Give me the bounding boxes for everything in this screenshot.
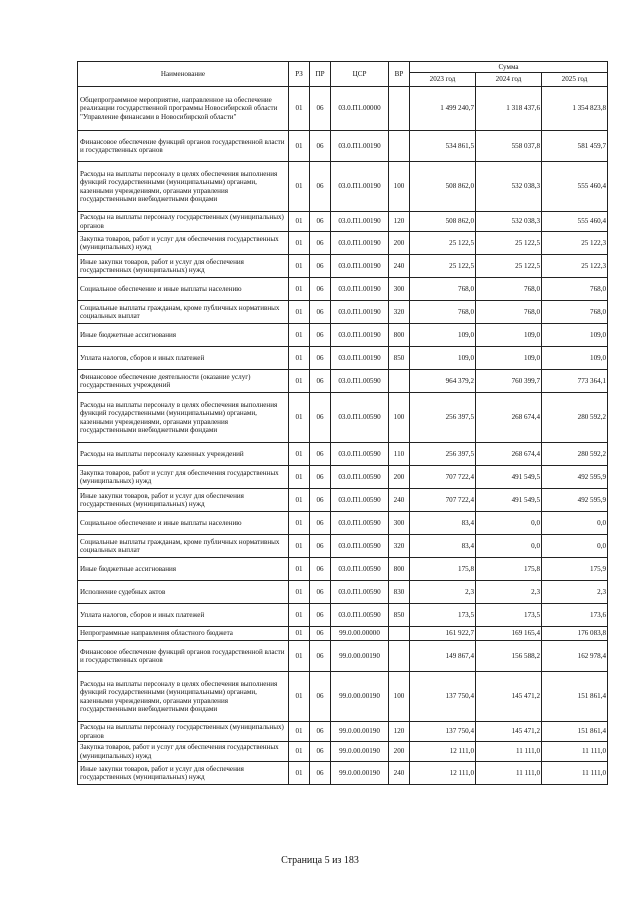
- row-rz: 01: [289, 87, 310, 131]
- table-header: [78, 62, 608, 87]
- row-vr: [389, 370, 410, 393]
- row-rz: 01: [289, 641, 310, 672]
- row-rz: 01: [289, 489, 310, 512]
- row-pr: 06: [310, 347, 331, 370]
- row-sum-2024: 1 318 437,6: [476, 87, 542, 131]
- row-pr: 06: [310, 131, 331, 162]
- header-csr: ЦСР: [331, 62, 389, 87]
- row-rz: 01: [289, 722, 310, 742]
- row-csr: 03.0.П1.00190: [331, 301, 389, 324]
- table-row: [78, 604, 608, 627]
- header-rz: РЗ: [289, 62, 310, 87]
- row-sum-2024: 2,3: [476, 581, 542, 604]
- row-sum-2023: 25 122,5: [410, 232, 476, 255]
- row-name: Расходы на выплаты персоналу государственных (муниципальных) органов: [78, 722, 289, 742]
- row-vr: [389, 627, 410, 641]
- table-row: [78, 762, 608, 785]
- table-body: [78, 87, 608, 785]
- page-number: Страница 5 из 183: [281, 855, 359, 866]
- row-sum-2024: 109,0: [476, 324, 542, 347]
- row-sum-2023: 256 397,5: [410, 443, 476, 466]
- budget-table-container: [77, 61, 608, 785]
- row-name: Расходы на выплаты персоналу казенных учреждений: [78, 443, 289, 466]
- row-vr: 120: [389, 722, 410, 742]
- header-name: Наименование: [78, 62, 289, 87]
- row-pr: 06: [310, 255, 331, 278]
- row-pr: 06: [310, 87, 331, 131]
- row-pr: 06: [310, 212, 331, 232]
- row-name: Социальное обеспечение и иные выплаты населению: [78, 512, 289, 535]
- row-sum-2025: 151 861,4: [542, 722, 608, 742]
- table-row: [78, 162, 608, 212]
- row-name: Расходы на выплаты персоналу в целях обеспечения выполнения функций государственными (муниципальными) органами, казенными учреждениями, органами управления государственными внебюджетными фондами: [78, 672, 289, 722]
- row-sum-2023: 175,8: [410, 558, 476, 581]
- table-row: [78, 672, 608, 722]
- row-sum-2024: 175,8: [476, 558, 542, 581]
- row-sum-2023: 508 862,0: [410, 162, 476, 212]
- row-name: Уплата налогов, сборов и иных платежей: [78, 604, 289, 627]
- table-row: [78, 370, 608, 393]
- row-vr: 100: [389, 162, 410, 212]
- row-sum-2025: 11 111,0: [542, 762, 608, 785]
- table-row: [78, 347, 608, 370]
- row-rz: 01: [289, 558, 310, 581]
- row-sum-2025: 555 460,4: [542, 162, 608, 212]
- row-sum-2023: 508 862,0: [410, 212, 476, 232]
- table-row: [78, 722, 608, 742]
- row-sum-2024: 491 549,5: [476, 466, 542, 489]
- row-sum-2025: 162 978,4: [542, 641, 608, 672]
- row-vr: 100: [389, 393, 410, 443]
- row-csr: 03.0.П1.00190: [331, 347, 389, 370]
- row-sum-2025: 25 122,3: [542, 255, 608, 278]
- row-sum-2024: 169 165,4: [476, 627, 542, 641]
- row-name: Непрограммные направления областного бюджета: [78, 627, 289, 641]
- row-sum-2024: 11 111,0: [476, 742, 542, 762]
- row-sum-2024: 0,0: [476, 512, 542, 535]
- row-vr: 800: [389, 558, 410, 581]
- row-csr: 03.0.П1.00590: [331, 581, 389, 604]
- row-sum-2024: 173,5: [476, 604, 542, 627]
- row-csr: 03.0.П1.00000: [331, 87, 389, 131]
- row-name: Расходы на выплаты персоналу в целях обеспечения выполнения функций государственными (муниципальными) органами, казенными учреждениями, органами управления государственными внебюджетными фондами: [78, 393, 289, 443]
- row-sum-2025: 1 354 823,8: [542, 87, 608, 131]
- row-pr: 06: [310, 535, 331, 558]
- row-pr: 06: [310, 672, 331, 722]
- row-name: Закупка товаров, работ и услуг для обеспечения государственных (муниципальных) нужд: [78, 742, 289, 762]
- row-rz: 01: [289, 232, 310, 255]
- table-row: [78, 742, 608, 762]
- row-rz: 01: [289, 212, 310, 232]
- row-sum-2023: 768,0: [410, 278, 476, 301]
- row-rz: 01: [289, 762, 310, 785]
- row-csr: 03.0.П1.00590: [331, 558, 389, 581]
- row-vr: 120: [389, 212, 410, 232]
- row-rz: 01: [289, 370, 310, 393]
- row-sum-2024: 532 038,3: [476, 212, 542, 232]
- row-sum-2024: 11 111,0: [476, 762, 542, 785]
- row-sum-2024: 0,0: [476, 535, 542, 558]
- row-pr: 06: [310, 762, 331, 785]
- row-vr: 200: [389, 742, 410, 762]
- row-csr: 03.0.П1.00190: [331, 255, 389, 278]
- row-csr: 03.0.П1.00590: [331, 393, 389, 443]
- row-sum-2025: 25 122,3: [542, 232, 608, 255]
- row-sum-2024: 109,0: [476, 347, 542, 370]
- row-csr: 03.0.П1.00190: [331, 162, 389, 212]
- row-rz: 01: [289, 535, 310, 558]
- row-name: Иные закупки товаров, работ и услуг для обеспечения государственных (муниципальных) нужд: [78, 255, 289, 278]
- row-sum-2024: 25 122,5: [476, 232, 542, 255]
- row-sum-2025: 280 592,2: [542, 443, 608, 466]
- row-pr: 06: [310, 558, 331, 581]
- row-rz: 01: [289, 278, 310, 301]
- row-sum-2023: 707 722,4: [410, 489, 476, 512]
- row-pr: 06: [310, 641, 331, 672]
- row-rz: 01: [289, 581, 310, 604]
- row-pr: 06: [310, 581, 331, 604]
- row-sum-2024: 25 122,5: [476, 255, 542, 278]
- row-pr: 06: [310, 232, 331, 255]
- row-name: Иные закупки товаров, работ и услуг для обеспечения государственных (муниципальных) нужд: [78, 489, 289, 512]
- row-name: Расходы на выплаты персоналу государственных (муниципальных) органов: [78, 212, 289, 232]
- row-pr: 06: [310, 162, 331, 212]
- row-rz: 01: [289, 466, 310, 489]
- row-vr: 850: [389, 604, 410, 627]
- row-csr: 03.0.П1.00590: [331, 489, 389, 512]
- row-csr: 03.0.П1.00190: [331, 324, 389, 347]
- row-name: Общепрограммное мероприятие, направленное на обеспечение реализации государственной программы Новосибирской области "Управление финансами в Новосибирской области": [78, 87, 289, 131]
- header-vr: ВР: [389, 62, 410, 87]
- row-name: Закупка товаров, работ и услуг для обеспечения государственных (муниципальных) нужд: [78, 232, 289, 255]
- row-pr: 06: [310, 512, 331, 535]
- row-sum-2024: 156 588,2: [476, 641, 542, 672]
- table-row: [78, 255, 608, 278]
- row-sum-2025: 0,0: [542, 535, 608, 558]
- row-pr: 06: [310, 301, 331, 324]
- row-sum-2025: 492 595,9: [542, 466, 608, 489]
- row-rz: 01: [289, 324, 310, 347]
- row-vr: 200: [389, 232, 410, 255]
- row-vr: 800: [389, 324, 410, 347]
- row-pr: 06: [310, 278, 331, 301]
- row-rz: 01: [289, 604, 310, 627]
- row-pr: 06: [310, 370, 331, 393]
- row-sum-2024: 558 037,8: [476, 131, 542, 162]
- row-vr: 240: [389, 762, 410, 785]
- row-vr: 300: [389, 512, 410, 535]
- row-sum-2024: 760 399,7: [476, 370, 542, 393]
- row-vr: 200: [389, 466, 410, 489]
- row-name: Исполнение судебных актов: [78, 581, 289, 604]
- row-pr: 06: [310, 466, 331, 489]
- table-row: [78, 87, 608, 131]
- row-sum-2023: 256 397,5: [410, 393, 476, 443]
- row-rz: 01: [289, 512, 310, 535]
- row-rz: 01: [289, 672, 310, 722]
- row-sum-2024: 491 549,5: [476, 489, 542, 512]
- row-sum-2025: 0,0: [542, 512, 608, 535]
- row-pr: 06: [310, 722, 331, 742]
- row-csr: 03.0.П1.00590: [331, 443, 389, 466]
- row-sum-2025: 768,0: [542, 278, 608, 301]
- row-sum-2024: 768,0: [476, 278, 542, 301]
- table-row: [78, 393, 608, 443]
- row-vr: [389, 87, 410, 131]
- table-row: [78, 512, 608, 535]
- row-sum-2023: 25 122,5: [410, 255, 476, 278]
- row-rz: 01: [289, 393, 310, 443]
- row-sum-2025: 176 083,8: [542, 627, 608, 641]
- row-sum-2024: 268 674,4: [476, 443, 542, 466]
- table-row: [78, 627, 608, 641]
- row-csr: 99.0.00.00190: [331, 641, 389, 672]
- table-row: [78, 324, 608, 347]
- table-row: [78, 466, 608, 489]
- row-sum-2025: 175,9: [542, 558, 608, 581]
- row-csr: 03.0.П1.00590: [331, 604, 389, 627]
- row-sum-2023: 707 722,4: [410, 466, 476, 489]
- header-year-2023: 2023 год: [410, 73, 476, 87]
- row-sum-2023: 173,5: [410, 604, 476, 627]
- row-pr: 06: [310, 443, 331, 466]
- row-sum-2023: 534 861,5: [410, 131, 476, 162]
- table-row: [78, 301, 608, 324]
- row-name: Закупка товаров, работ и услуг для обеспечения государственных (муниципальных) нужд: [78, 466, 289, 489]
- row-vr: [389, 641, 410, 672]
- row-sum-2025: 555 460,4: [542, 212, 608, 232]
- row-sum-2023: 109,0: [410, 324, 476, 347]
- row-csr: 03.0.П1.00590: [331, 512, 389, 535]
- row-sum-2025: 280 592,2: [542, 393, 608, 443]
- row-vr: 320: [389, 301, 410, 324]
- row-rz: 01: [289, 443, 310, 466]
- row-sum-2024: 268 674,4: [476, 393, 542, 443]
- row-sum-2025: 581 459,7: [542, 131, 608, 162]
- row-csr: 03.0.П1.00190: [331, 278, 389, 301]
- row-sum-2023: 149 867,4: [410, 641, 476, 672]
- row-sum-2024: 532 038,3: [476, 162, 542, 212]
- header-year-2025: 2025 год: [542, 73, 608, 87]
- header-year-2024: 2024 год: [476, 73, 542, 87]
- row-rz: 01: [289, 742, 310, 762]
- row-vr: 300: [389, 278, 410, 301]
- row-sum-2023: 964 379,2: [410, 370, 476, 393]
- table-row: [78, 232, 608, 255]
- row-rz: 01: [289, 347, 310, 370]
- row-csr: 99.0.00.00190: [331, 762, 389, 785]
- row-csr: 99.0.00.00190: [331, 742, 389, 762]
- row-sum-2023: 12 111,0: [410, 742, 476, 762]
- row-name: Социальные выплаты гражданам, кроме публичных нормативных социальных выплат: [78, 535, 289, 558]
- table-row: [78, 535, 608, 558]
- table-row: [78, 581, 608, 604]
- row-vr: 110: [389, 443, 410, 466]
- row-name: Социальные выплаты гражданам, кроме публичных нормативных социальных выплат: [78, 301, 289, 324]
- row-vr: 850: [389, 347, 410, 370]
- row-sum-2024: 145 471,2: [476, 672, 542, 722]
- table-row: [78, 558, 608, 581]
- row-csr: 99.0.00.00190: [331, 722, 389, 742]
- row-sum-2023: 2,3: [410, 581, 476, 604]
- row-sum-2025: 109,0: [542, 324, 608, 347]
- row-sum-2023: 137 750,4: [410, 722, 476, 742]
- row-vr: [389, 131, 410, 162]
- row-vr: 320: [389, 535, 410, 558]
- row-sum-2023: 137 750,4: [410, 672, 476, 722]
- table-row: [78, 489, 608, 512]
- table-row: [78, 443, 608, 466]
- row-sum-2023: 83,4: [410, 535, 476, 558]
- row-sum-2023: 12 111,0: [410, 762, 476, 785]
- row-name: Иные закупки товаров, работ и услуг для обеспечения государственных (муниципальных) нужд: [78, 762, 289, 785]
- row-rz: 01: [289, 255, 310, 278]
- row-sum-2024: 768,0: [476, 301, 542, 324]
- row-name: Расходы на выплаты персоналу в целях обеспечения выполнения функций государственными (муниципальными) органами, казенными учреждениями, органами управления государственными внебюджетными фондами: [78, 162, 289, 212]
- budget-table: [77, 61, 608, 785]
- row-vr: 240: [389, 255, 410, 278]
- row-vr: 240: [389, 489, 410, 512]
- row-name: Уплата налогов, сборов и иных платежей: [78, 347, 289, 370]
- header-sum: Сумма: [410, 62, 608, 73]
- row-csr: 99.0.00.00190: [331, 672, 389, 722]
- row-sum-2025: 109,0: [542, 347, 608, 370]
- row-csr: 99.0.00.00000: [331, 627, 389, 641]
- table-row: [78, 278, 608, 301]
- row-sum-2023: 1 499 240,7: [410, 87, 476, 131]
- row-csr: 03.0.П1.00590: [331, 535, 389, 558]
- row-name: Иные бюджетные ассигнования: [78, 558, 289, 581]
- row-sum-2025: 151 861,4: [542, 672, 608, 722]
- row-vr: 100: [389, 672, 410, 722]
- row-sum-2025: 768,0: [542, 301, 608, 324]
- row-csr: 03.0.П1.00190: [331, 131, 389, 162]
- row-sum-2023: 161 922,7: [410, 627, 476, 641]
- row-sum-2025: 11 111,0: [542, 742, 608, 762]
- row-pr: 06: [310, 489, 331, 512]
- row-csr: 03.0.П1.00190: [331, 232, 389, 255]
- row-pr: 06: [310, 742, 331, 762]
- row-name: Иные бюджетные ассигнования: [78, 324, 289, 347]
- row-sum-2024: 145 471,2: [476, 722, 542, 742]
- row-csr: 03.0.П1.00590: [331, 466, 389, 489]
- row-pr: 06: [310, 393, 331, 443]
- row-vr: 830: [389, 581, 410, 604]
- header-pr: ПР: [310, 62, 331, 87]
- table-row: [78, 641, 608, 672]
- row-sum-2025: 173,6: [542, 604, 608, 627]
- row-sum-2023: 768,0: [410, 301, 476, 324]
- row-sum-2025: 2,3: [542, 581, 608, 604]
- row-sum-2025: 492 595,9: [542, 489, 608, 512]
- row-sum-2023: 109,0: [410, 347, 476, 370]
- row-csr: 03.0.П1.00590: [331, 370, 389, 393]
- row-rz: 01: [289, 131, 310, 162]
- row-pr: 06: [310, 627, 331, 641]
- row-name: Социальное обеспечение и иные выплаты населению: [78, 278, 289, 301]
- row-csr: 03.0.П1.00190: [331, 212, 389, 232]
- row-rz: 01: [289, 627, 310, 641]
- row-name: Финансовое обеспечение функций органов государственной власти и государственных органов: [78, 641, 289, 672]
- table-row: [78, 131, 608, 162]
- row-name: Финансовое обеспечение функций органов государственной власти и государственных органов: [78, 131, 289, 162]
- row-sum-2023: 83,4: [410, 512, 476, 535]
- row-pr: 06: [310, 604, 331, 627]
- row-rz: 01: [289, 162, 310, 212]
- row-sum-2025: 773 364,1: [542, 370, 608, 393]
- row-name: Финансовое обеспечение деятельности (оказание услуг) государственных учреждений: [78, 370, 289, 393]
- row-rz: 01: [289, 301, 310, 324]
- table-row: [78, 212, 608, 232]
- row-pr: 06: [310, 324, 331, 347]
